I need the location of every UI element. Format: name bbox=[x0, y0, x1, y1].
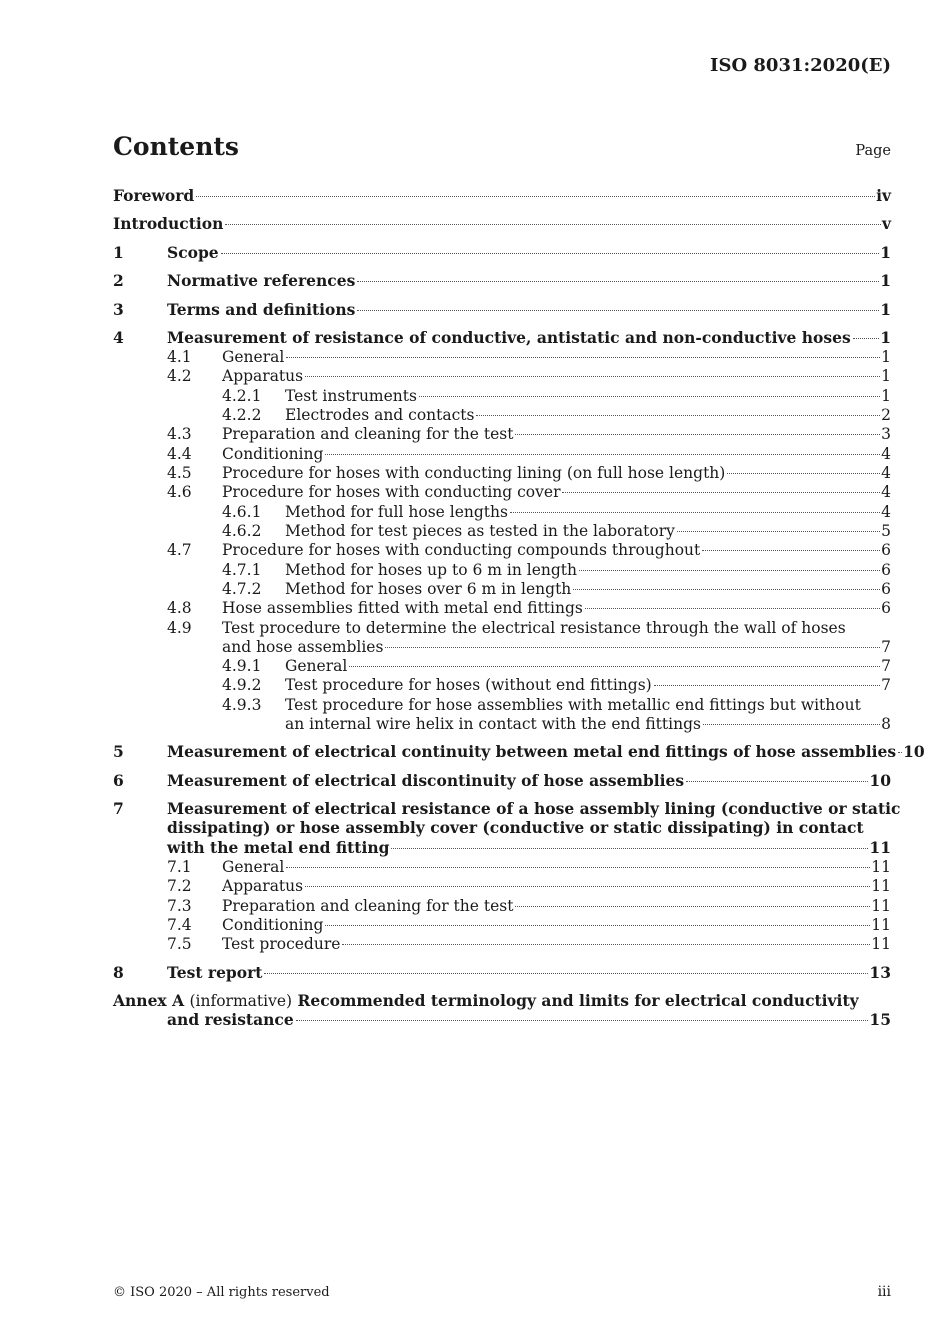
toc-entry-title-cont[interactable]: with the metal end fitting bbox=[167, 838, 390, 857]
toc-entry-annex-a[interactable] bbox=[113, 991, 891, 1011]
toc-entry-number: 4.2 bbox=[167, 367, 192, 385]
toc-entry-title[interactable]: Foreword bbox=[113, 186, 195, 205]
toc-entry-title[interactable]: Method for full hose lengths bbox=[285, 503, 508, 521]
toc-entry-number: 3 bbox=[113, 300, 124, 319]
toc-entry-7-1[interactable] bbox=[113, 857, 891, 877]
toc-entry-title[interactable]: Procedure for hoses with conducting cover bbox=[222, 483, 561, 501]
toc-entry-number: 7 bbox=[113, 799, 124, 818]
toc-entry-title[interactable]: General bbox=[285, 657, 348, 675]
toc-entry-title[interactable]: Normative references bbox=[167, 271, 356, 290]
toc-entry-4-9-cont[interactable] bbox=[113, 637, 891, 657]
toc-entry-title[interactable]: Test procedure to determine the electrical resistance through the wall of hoses bbox=[222, 619, 846, 637]
toc-entry-4-9[interactable] bbox=[113, 618, 891, 638]
toc-entry-number: 6 bbox=[113, 771, 124, 790]
toc-entry-title[interactable]: Method for test pieces as tested in the laboratory bbox=[285, 522, 675, 540]
toc-entry-page: 2 bbox=[881, 406, 891, 424]
toc-entry-number: 4.2.2 bbox=[222, 406, 262, 424]
dot-leader bbox=[677, 531, 880, 532]
toc-entry-title[interactable]: Preparation and cleaning for the test bbox=[222, 425, 514, 443]
toc-entry-page: 15 bbox=[869, 1010, 891, 1029]
toc-entry-number: 4.1 bbox=[167, 348, 192, 366]
toc-entry-title[interactable]: Conditioning bbox=[222, 916, 324, 934]
toc-entry-title[interactable]: Test report bbox=[167, 963, 263, 982]
toc-entry-title[interactable]: Terms and definitions bbox=[167, 300, 356, 319]
toc-entry-number: 4.4 bbox=[167, 445, 192, 463]
toc-entry-4-6-1[interactable] bbox=[113, 502, 891, 522]
toc-entry-number: 4.6 bbox=[167, 483, 192, 501]
toc-entry-page: 7 bbox=[881, 638, 891, 656]
toc-entry-5[interactable] bbox=[113, 742, 925, 762]
toc-entry-page: iv bbox=[876, 186, 891, 205]
dot-leader bbox=[562, 492, 880, 493]
toc-entry-page: 4 bbox=[881, 445, 891, 463]
toc-entry-4-2-2[interactable] bbox=[113, 405, 891, 425]
toc-entry-7-cont2[interactable] bbox=[113, 838, 891, 858]
dot-leader bbox=[579, 570, 880, 571]
dot-leader bbox=[585, 608, 880, 609]
toc-entry-page: 11 bbox=[869, 838, 891, 857]
toc-entry-number: 4.7.1 bbox=[222, 561, 262, 579]
toc-entry-page: 3 bbox=[881, 425, 891, 443]
toc-entry-number: 7.2 bbox=[167, 877, 192, 895]
toc-entry-page: 1 bbox=[880, 300, 891, 319]
toc-entry-number: 4.6.1 bbox=[222, 503, 262, 521]
toc-entry-4-2[interactable] bbox=[113, 366, 891, 386]
toc-entry-title[interactable]: Hose assemblies fitted with metal end fittings bbox=[222, 599, 583, 617]
toc-entry-4-1[interactable] bbox=[113, 347, 891, 367]
toc-entry-title[interactable]: Test procedure for hoses (without end fittings) bbox=[285, 676, 652, 694]
toc-entry-page: 10 bbox=[903, 742, 925, 761]
toc-entry-title-cont[interactable]: an internal wire helix in contact with the end fittings bbox=[285, 715, 701, 733]
document-id: ISO 8031:2020(E) bbox=[710, 55, 891, 76]
toc-entry-title[interactable]: Procedure for hoses with conducting lining (on full hose length) bbox=[222, 464, 726, 482]
toc-entry-number: 4.6.2 bbox=[222, 522, 262, 540]
toc-entry-title[interactable]: Measurement of electrical resistance of a hose assembly lining (conductive or static bbox=[167, 799, 901, 818]
toc-entry-introduction[interactable] bbox=[113, 214, 891, 234]
toc-entry-page: 8 bbox=[881, 715, 891, 733]
toc-entry-foreword[interactable] bbox=[113, 186, 891, 206]
toc-entry-7-2[interactable] bbox=[113, 876, 891, 896]
toc-entry-title[interactable]: Electrodes and contacts bbox=[285, 406, 475, 424]
toc-entry-number: 4.7 bbox=[167, 541, 192, 559]
dot-leader bbox=[510, 512, 880, 513]
toc-entry-title[interactable]: Recommended terminology and limits for electrical conductivity bbox=[297, 991, 859, 1010]
dot-leader bbox=[476, 415, 880, 416]
toc-entry-title[interactable]: Preparation and cleaning for the test bbox=[222, 897, 514, 915]
table-of-contents bbox=[113, 0, 925, 1100]
dot-leader bbox=[702, 550, 880, 551]
toc-entry-title-cont[interactable]: and hose assemblies bbox=[222, 638, 384, 656]
annex-informative-note: (informative) bbox=[189, 992, 293, 1010]
dot-leader bbox=[573, 589, 880, 590]
toc-entry-page: 5 bbox=[881, 522, 891, 540]
toc-entry-4-5[interactable] bbox=[113, 463, 891, 483]
toc-entry-page: 11 bbox=[871, 935, 891, 953]
toc-entry-number: 4 bbox=[113, 328, 124, 347]
dot-leader bbox=[305, 886, 870, 887]
dot-leader bbox=[391, 848, 868, 849]
toc-entry-7-5[interactable] bbox=[113, 934, 891, 954]
toc-entry-8[interactable] bbox=[113, 963, 891, 983]
dot-leader bbox=[296, 1020, 869, 1021]
toc-entry-7[interactable] bbox=[113, 799, 901, 819]
toc-entry-page: 7 bbox=[881, 657, 891, 675]
toc-entry-page: 1 bbox=[880, 271, 891, 290]
toc-entry-title[interactable]: Apparatus bbox=[222, 877, 304, 895]
toc-entry-number: 1 bbox=[113, 243, 124, 262]
dot-leader bbox=[286, 357, 880, 358]
toc-entry-title[interactable]: Measurement of electrical discontinuity of hose assemblies bbox=[167, 771, 685, 790]
toc-entry-number: Annex A bbox=[113, 991, 185, 1010]
toc-entry-4-6-2[interactable] bbox=[113, 521, 891, 541]
toc-entry-4-7[interactable] bbox=[113, 540, 891, 560]
toc-entry-number: 4.9 bbox=[167, 619, 192, 637]
toc-entry-title[interactable]: Introduction bbox=[113, 214, 224, 233]
dot-leader bbox=[357, 310, 879, 311]
toc-entry-page: 1 bbox=[880, 328, 891, 347]
toc-entry-4-2-1[interactable] bbox=[113, 386, 891, 406]
dot-leader bbox=[898, 752, 902, 753]
toc-entry-number: 2 bbox=[113, 271, 124, 290]
toc-entry-number: 4.9.2 bbox=[222, 676, 262, 694]
toc-entry-number: 4.3 bbox=[167, 425, 192, 443]
dot-leader bbox=[264, 973, 868, 974]
dot-leader bbox=[221, 253, 880, 254]
toc-entry-page: 11 bbox=[871, 916, 891, 934]
dot-leader bbox=[305, 376, 880, 377]
toc-entry-4-7-2[interactable] bbox=[113, 579, 891, 599]
dot-leader bbox=[349, 666, 880, 667]
toc-entry-number: 7.1 bbox=[167, 858, 192, 876]
dot-leader bbox=[853, 338, 880, 339]
toc-entry-title[interactable]: Apparatus bbox=[222, 367, 304, 385]
toc-entry-page: 13 bbox=[869, 963, 891, 982]
toc-entry-4-9-2[interactable] bbox=[113, 675, 891, 695]
toc-entry-3[interactable] bbox=[113, 300, 891, 320]
toc-entry-4-3[interactable] bbox=[113, 424, 891, 444]
dot-leader bbox=[703, 724, 880, 725]
toc-entry-page: 6 bbox=[881, 580, 891, 598]
dot-leader bbox=[357, 281, 879, 282]
footer-page-number: iii bbox=[877, 1284, 891, 1300]
toc-entry-number: 7.3 bbox=[167, 897, 192, 915]
toc-entry-number: 4.9.1 bbox=[222, 657, 262, 675]
page-column-label: Page bbox=[855, 143, 891, 159]
toc-entry-7-4[interactable] bbox=[113, 915, 891, 935]
toc-entry-page: 4 bbox=[881, 503, 891, 521]
dot-leader bbox=[515, 906, 870, 907]
toc-entry-4-9-1[interactable] bbox=[113, 656, 891, 676]
toc-entry-number: 7.5 bbox=[167, 935, 192, 953]
dot-leader bbox=[654, 685, 880, 686]
toc-entry-page: 1 bbox=[881, 348, 891, 366]
toc-annex-heading[interactable] bbox=[113, 991, 859, 1011]
toc-entry-title[interactable]: General bbox=[222, 858, 285, 876]
toc-entry-title[interactable]: Conditioning bbox=[222, 445, 324, 463]
toc-entry-title-cont[interactable]: and resistance bbox=[167, 1010, 294, 1029]
dot-leader bbox=[225, 224, 881, 225]
dot-leader bbox=[419, 396, 880, 397]
contents-title: Contents bbox=[113, 132, 240, 161]
dot-leader bbox=[515, 434, 880, 435]
toc-entry-number: 4.9.3 bbox=[222, 696, 262, 714]
toc-entry-number: 8 bbox=[113, 963, 124, 982]
toc-entry-title[interactable]: Scope bbox=[167, 243, 219, 262]
toc-entry-page: 1 bbox=[881, 367, 891, 385]
toc-entry-title[interactable]: Method for hoses up to 6 m in length bbox=[285, 561, 578, 579]
toc-entry-title[interactable]: Test instruments bbox=[285, 387, 417, 405]
toc-entry-title[interactable]: Method for hoses over 6 m in length bbox=[285, 580, 572, 598]
toc-entry-title[interactable]: Measurement of electrical continuity between metal end fittings of hose assemblies bbox=[167, 742, 897, 761]
toc-entry-page: 6 bbox=[881, 541, 891, 559]
toc-entry-page: 7 bbox=[881, 676, 891, 694]
toc-entry-page: 4 bbox=[881, 483, 891, 501]
toc-entry-page: 11 bbox=[871, 858, 891, 876]
toc-entry-number: 5 bbox=[113, 742, 124, 761]
toc-entry-number: 4.8 bbox=[167, 599, 192, 617]
toc-entry-title[interactable]: General bbox=[222, 348, 285, 366]
toc-entry-4-4[interactable] bbox=[113, 444, 891, 464]
dot-leader bbox=[325, 454, 880, 455]
toc-entry-page: 10 bbox=[869, 771, 891, 790]
toc-entry-7-cont[interactable] bbox=[113, 818, 891, 838]
toc-entry-page: 6 bbox=[881, 599, 891, 617]
toc-entry-4-9-3[interactable] bbox=[113, 695, 891, 715]
toc-entry-6[interactable] bbox=[113, 771, 891, 791]
toc-entry-number: 7.4 bbox=[167, 916, 192, 934]
toc-entry-annex-a-cont[interactable] bbox=[113, 1010, 891, 1030]
dot-leader bbox=[686, 781, 868, 782]
toc-entry-page: 1 bbox=[881, 387, 891, 405]
dot-leader bbox=[727, 473, 880, 474]
toc-entry-4-6[interactable] bbox=[113, 482, 891, 502]
toc-entry-title[interactable]: Procedure for hoses with conducting compounds throughout bbox=[222, 541, 701, 559]
dot-leader bbox=[325, 925, 870, 926]
dot-leader bbox=[196, 196, 875, 197]
toc-entry-page: 6 bbox=[881, 561, 891, 579]
dot-leader bbox=[286, 867, 870, 868]
toc-entry-page: 4 bbox=[881, 464, 891, 482]
toc-entry-4-7-1[interactable] bbox=[113, 560, 891, 580]
toc-entry-page: v bbox=[881, 214, 891, 233]
dot-leader bbox=[385, 647, 880, 648]
toc-entry-page: 11 bbox=[871, 877, 891, 895]
toc-entry-page: 1 bbox=[880, 243, 891, 262]
toc-entry-2[interactable] bbox=[113, 271, 891, 291]
toc-entry-title-cont[interactable]: dissipating) or hose assembly cover (conductive or static dissipating) in contact bbox=[167, 818, 864, 837]
toc-entry-title[interactable]: Test procedure for hose assemblies with metallic end fittings but without bbox=[285, 696, 861, 714]
toc-entry-title[interactable]: Measurement of resistance of conductive, antistatic and non-conductive hoses bbox=[167, 328, 851, 347]
toc-entry-1[interactable] bbox=[113, 243, 891, 263]
toc-entry-4[interactable] bbox=[113, 328, 891, 348]
dot-leader bbox=[342, 944, 870, 945]
toc-entry-4-8[interactable] bbox=[113, 598, 891, 618]
toc-entry-4-9-3-cont[interactable] bbox=[113, 714, 891, 734]
toc-entry-number: 4.2.1 bbox=[222, 387, 262, 405]
toc-entry-page: 11 bbox=[871, 897, 891, 915]
footer-copyright: © ISO 2020 – All rights reserved bbox=[113, 1285, 330, 1300]
toc-entry-title[interactable]: Test procedure bbox=[222, 935, 341, 953]
toc-entry-number: 4.7.2 bbox=[222, 580, 262, 598]
toc-entry-number: 4.5 bbox=[167, 464, 192, 482]
toc-entry-7-3[interactable] bbox=[113, 896, 891, 916]
